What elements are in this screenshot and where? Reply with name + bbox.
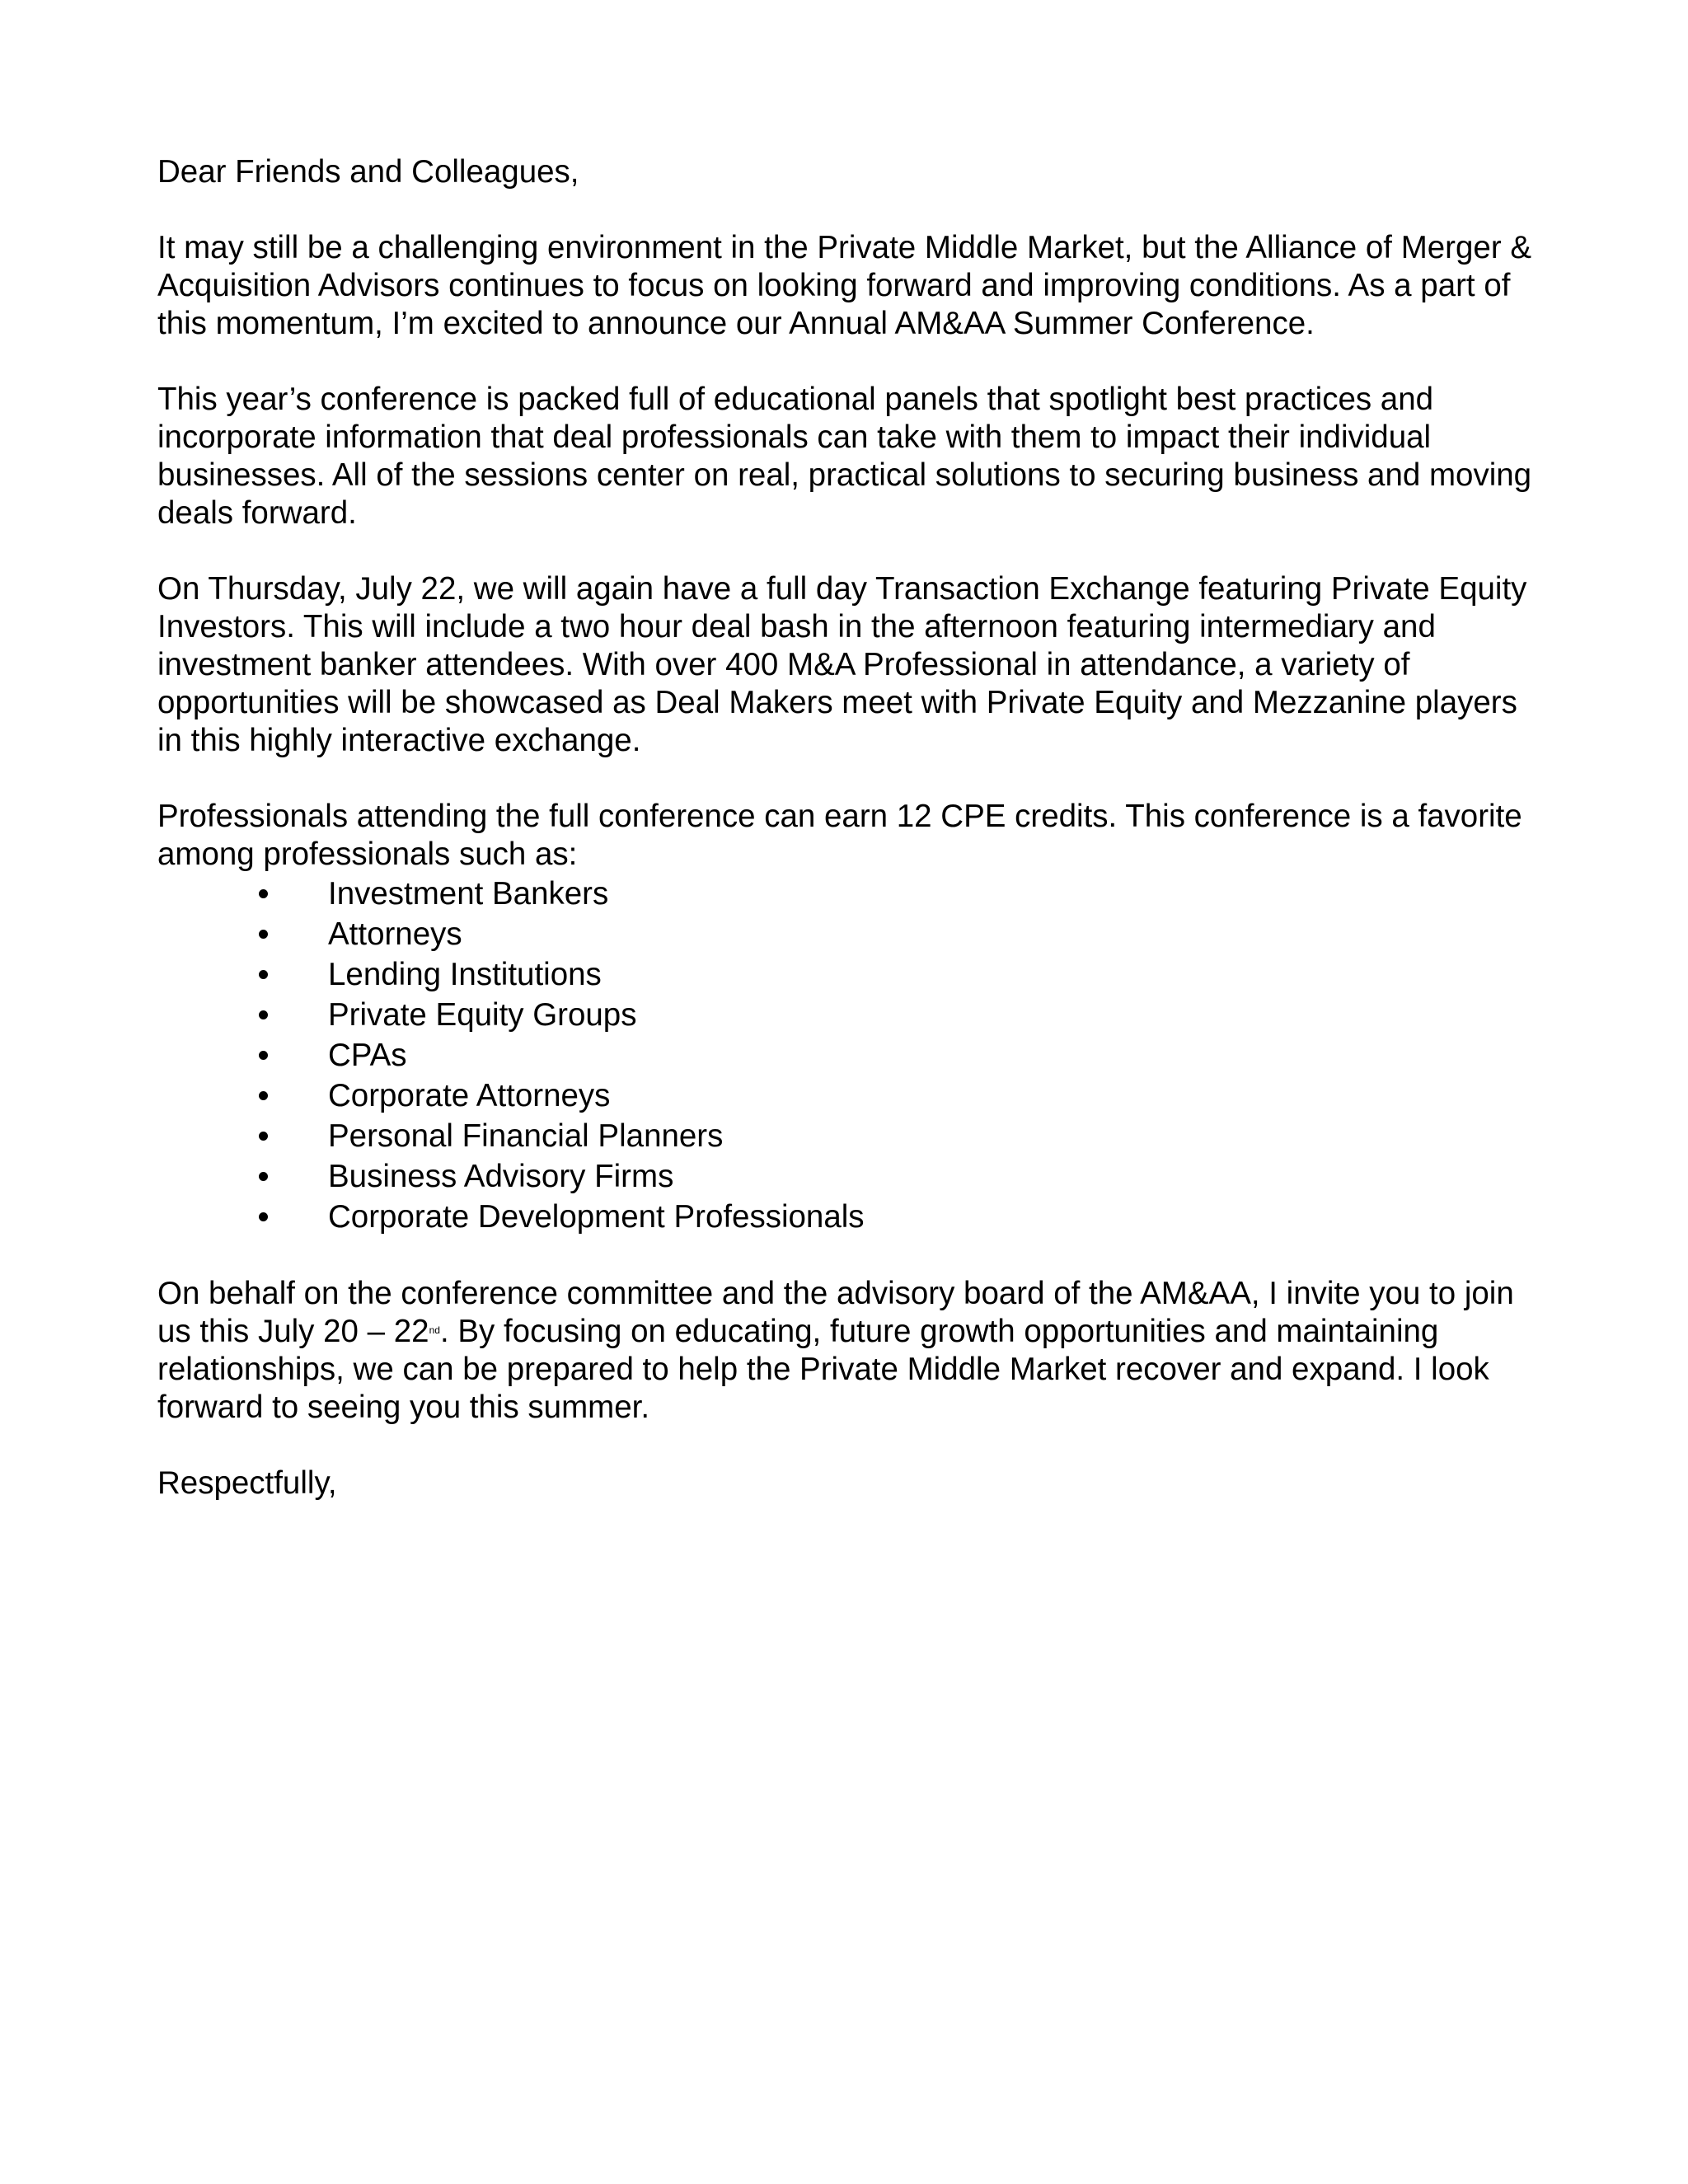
intro-paragraph: It may still be a challenging environment in the Private Middle Market, but the Alliance of Merger & Acquisition Advisors continues to focus on looking forward and improving conditions. As a part of this momentum, I’m excited to announce our Annual AM&AA Summer Conference. bbox=[157, 230, 1532, 341]
bullet-icon bbox=[259, 930, 268, 939]
bullet-icon bbox=[259, 1172, 268, 1181]
bullet-icon bbox=[259, 1212, 268, 1221]
bullet-icon bbox=[259, 1132, 268, 1141]
cpe-credits-paragraph: Professionals attending the full conference can earn 12 CPE credits. This conference is a favorite among professionals such as: bbox=[157, 799, 1522, 872]
bullet-icon bbox=[259, 970, 268, 979]
invitation-text-end: . By focusing on educating, future growth opportunities and maintaining relationships, we can be prepared to help the Private Middle Market recover and expand. I look forward to seeing you this summer. bbox=[157, 1314, 1489, 1425]
bullet-icon bbox=[259, 1010, 268, 1019]
ordinal-suffix: nd bbox=[429, 1324, 440, 1336]
closing: Respectfully, bbox=[157, 1465, 337, 1501]
list-item bbox=[157, 954, 1550, 995]
list-item bbox=[157, 1197, 1550, 1237]
list-item-label: Private Equity Groups bbox=[328, 997, 637, 1033]
invitation-paragraph bbox=[157, 1275, 1550, 1427]
transaction-exchange-paragraph: On Thursday, July 22, we will again have a full day Transaction Exchange featuring Private Equity Investors. This will include a two hour deal bash in the afternoon featuring intermediary and investment banker attendees. With over 400 M&A Professional in attendance, a variety of opportunities will be showcased as Deal Makers meet with Private Equity and Mezzanine players in this highly interactive exchange. bbox=[157, 571, 1527, 758]
list-item bbox=[157, 1076, 1550, 1116]
bullet-icon bbox=[259, 1091, 268, 1100]
list-item bbox=[157, 914, 1550, 954]
list-item bbox=[157, 1156, 1550, 1197]
list-item bbox=[157, 1035, 1550, 1076]
list-item-label: Corporate Attorneys bbox=[328, 1078, 611, 1113]
list-item bbox=[157, 995, 1550, 1035]
invitation-text-start: On behalf on the conference committee and the advisory board of the AM&AA, I invite you to join us this July 20 – 22 bbox=[157, 1276, 1514, 1349]
list-item-label: CPAs bbox=[328, 1038, 407, 1073]
bullet-icon bbox=[259, 889, 268, 898]
list-item bbox=[157, 1116, 1550, 1156]
list-item bbox=[157, 874, 1550, 914]
list-item-label: Corporate Development Professionals bbox=[328, 1199, 865, 1235]
salutation: Dear Friends and Colleagues, bbox=[157, 154, 579, 190]
list-item-label: Business Advisory Firms bbox=[328, 1159, 674, 1194]
list-item-label: Lending Institutions bbox=[328, 957, 602, 992]
list-item-label: Personal Financial Planners bbox=[328, 1118, 724, 1154]
bullet-icon bbox=[259, 1051, 268, 1060]
letter-body bbox=[157, 153, 1550, 1540]
professionals-list bbox=[157, 874, 1550, 1237]
list-item-label: Attorneys bbox=[328, 916, 462, 952]
conference-paragraph: This year’s conference is packed full of educational panels that spotlight best practices and incorporate information that deal professionals can take with them to impact their individual businesses. All of the sessions center on real, practical solutions to securing business and moving deals forward. bbox=[157, 382, 1532, 531]
list-item-label: Investment Bankers bbox=[328, 876, 609, 912]
